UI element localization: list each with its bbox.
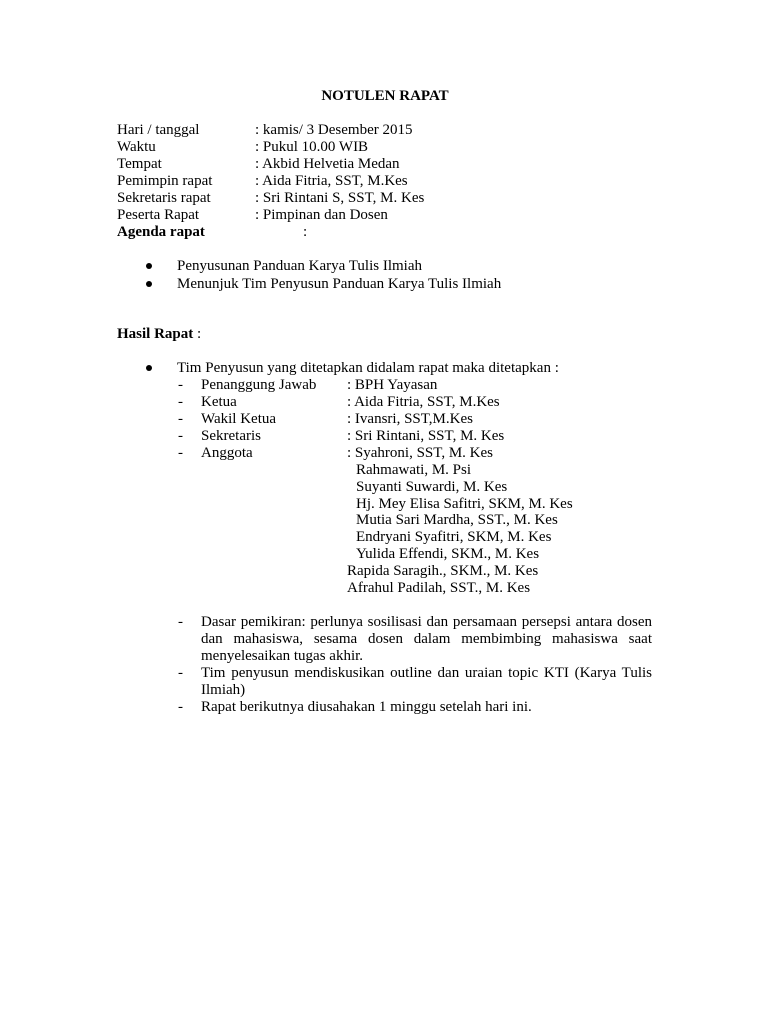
info-value-place: : Akbid Helvetia Medan [255,156,400,172]
member-name: Suyanti Suwardi, M. Kes [356,479,508,495]
member-name: Afrahul Padilah, SST., M. Kes [347,580,531,596]
team-role: Wakil Ketua [201,411,277,427]
team-name: : Syahroni, SST, M. Kes [347,445,493,461]
team-role: Penanggung Jawab [201,377,317,393]
info-value-participants: : Pimpinan dan Dosen [255,207,388,223]
agenda-item-1: Penyusunan Panduan Karya Tulis Ilmiah [177,258,422,274]
document-title: NOTULEN RAPAT [321,88,449,104]
note-paragraph: Rapat berikutnya diusahakan 1 minggu setelah hari ini. [201,699,532,715]
info-value-date: : kamis/ 3 Desember 2015 [255,122,413,138]
bullet-icon [146,281,152,287]
member-name: Endryani Syafitri, SKM, M. Kes [356,529,552,545]
team-role: Sekretaris [201,428,261,444]
info-value-secretary: : Sri Rintani S, SST, M. Kes [255,190,425,206]
info-label-leader: Pemimpin rapat [117,173,213,189]
info-value-time: : Pukul 10.00 WIB [255,139,369,155]
dash-marker: - [178,614,183,630]
agenda-item-2: Menunjuk Tim Penyusun Panduan Karya Tulis Ilmiah [177,276,502,292]
info-label-secretary: Sekretaris rapat [117,190,211,206]
member-name: Yulida Effendi, SKM., M. Kes [356,546,540,562]
member-name: Mutia Sari Mardha, SST., M. Kes [356,512,558,528]
member-name: Rapida Saragih., SKM., M. Kes [347,563,539,579]
note-paragraph: Tim penyusun mendiskusikan outline dan uraian topic KTI (Karya Tulis Ilmiah) [201,665,652,698]
dash-marker: - [178,428,183,444]
dash-marker: - [178,394,183,410]
dash-marker: - [178,411,183,427]
team-role: Ketua [201,394,237,410]
team-role: Anggota [201,445,253,461]
agenda-label: Agenda rapat [117,224,205,240]
bullet-icon [146,365,152,371]
results-heading [117,326,201,343]
results-label: Hasil Rapat [117,326,194,342]
team-name: : Ivansri, SST,M.Kes [347,411,473,427]
team-name: : Aida Fitria, SST, M.Kes [347,394,500,410]
results-colon: : [193,326,202,342]
bullet-icon [146,263,152,269]
team-name: : BPH Yayasan [347,377,438,393]
dash-marker: - [178,377,183,393]
dash-marker: - [178,665,183,681]
dash-marker: - [178,445,183,461]
info-label-time: Waktu [117,139,156,155]
note-paragraph: Dasar pemikiran: perlunya sosilisasi dan persamaan persepsi antara dosen dan mahasiswa, sesama dosen dalam membimbing mahasiswa saat menyelesaikan tugas akhir. [201,614,652,664]
member-name: Rahmawati, M. Psi [356,462,471,478]
dash-marker: - [178,699,183,715]
agenda-colon: : [303,224,308,240]
results-bullet-text: Tim Penyusun yang ditetapkan didalam rapat maka ditetapkan : [177,360,559,376]
info-label-place: Tempat [117,156,162,172]
member-name: Hj. Mey Elisa Safitri, SKM, M. Kes [356,496,573,512]
info-label-date: Hari / tanggal [117,122,200,138]
info-value-leader: : Aida Fitria, SST, M.Kes [255,173,408,189]
info-label-participants: Peserta Rapat [117,207,200,223]
team-name: : Sri Rintani, SST, M. Kes [347,428,505,444]
